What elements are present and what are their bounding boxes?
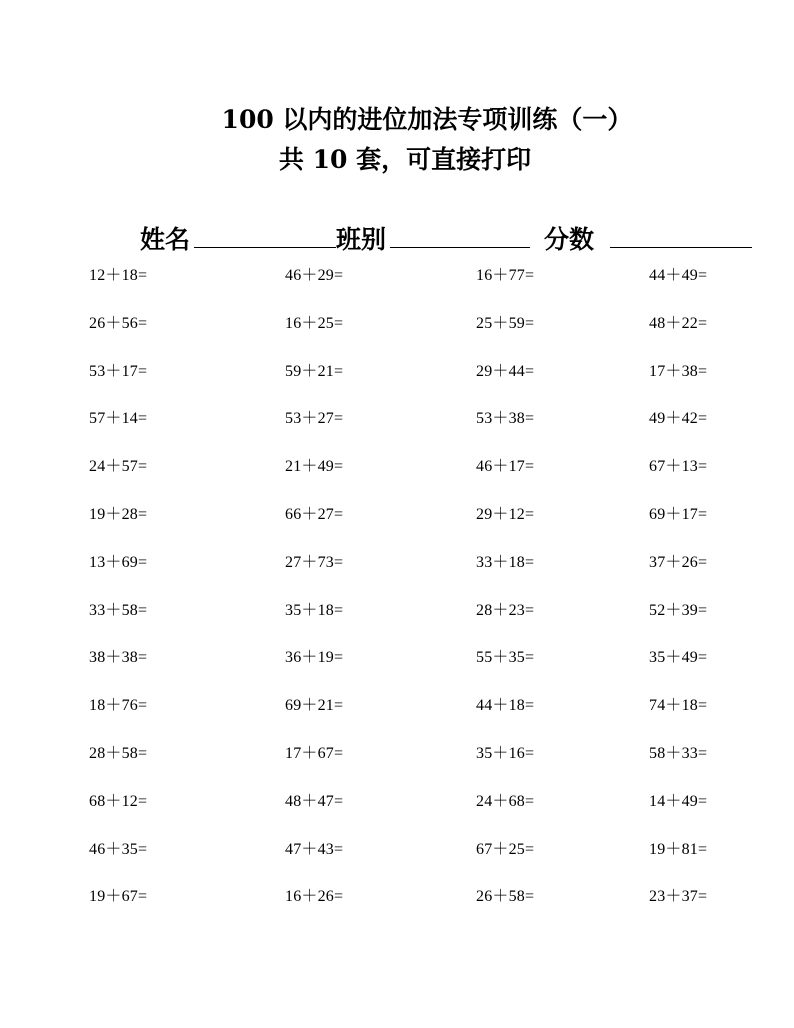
problem-item: 29＋12= [476,505,535,523]
problem-item: 44＋49= [649,267,708,284]
score-blank-line [610,247,752,248]
problem-item: 26＋56= [89,314,148,332]
problem-item: 26＋58= [476,888,535,906]
problem-item: 48＋22= [649,314,708,332]
problem-item: 16＋26= [285,888,344,906]
problem-item: 52＋39= [649,601,708,619]
problem-item: 67＋25= [476,840,535,858]
problem-item: 46＋17= [476,458,535,476]
problem-item: 16＋25= [285,314,344,332]
problem-item: 69＋21= [285,697,344,715]
page-subtitle: 共 10 套，可直接打印 [278,145,532,174]
problem-item: 35＋18= [285,601,344,619]
problem-row [0,501,794,549]
problem-item: 19＋67= [89,888,148,906]
page-title: 100 以内的进位加法专项训练（一） [221,105,633,134]
problem-item: 53＋27= [285,410,344,428]
problem-item: 74＋18= [649,697,708,715]
problem-item: 16＋77= [476,267,535,284]
class-blank-line [390,247,530,248]
problem-item: 68＋12= [89,792,148,810]
problem-item: 37＋26= [649,553,708,571]
problem-item: 18＋76= [89,697,148,715]
problem-row [0,262,794,310]
problem-item: 28＋58= [89,744,148,762]
problem-item: 38＋38= [89,649,148,667]
problem-item: 59＋21= [285,362,344,380]
problem-row [0,405,794,453]
score-label: 分数 [544,225,595,254]
problem-item: 19＋28= [89,505,148,523]
problem-item: 17＋38= [649,362,708,380]
problem-item: 27＋73= [285,553,344,571]
problem-item: 19＋81= [649,840,708,858]
problem-item: 24＋68= [476,792,535,810]
problem-item: 69＋17= [649,505,708,523]
class-label: 班别 [336,225,387,254]
problem-item: 23＋37= [649,888,708,906]
problem-row [0,549,794,597]
problem-item: 44＋18= [476,697,535,715]
problem-item: 53＋17= [89,362,148,380]
problem-row [0,740,794,788]
problem-row [0,692,794,740]
problem-item: 35＋16= [476,744,535,762]
problem-row [0,644,794,692]
problem-item: 55＋35= [476,649,535,667]
problem-row [0,453,794,501]
problem-item: 47＋43= [285,840,344,858]
name-blank-line [194,247,336,248]
problem-item: 28＋23= [476,601,535,619]
problem-item: 46＋29= [285,267,344,284]
problem-item: 33＋18= [476,553,535,571]
problem-item: 12＋18= [89,267,148,284]
problem-item: 33＋58= [89,601,148,619]
problem-item: 67＋13= [649,458,708,476]
problem-row [0,310,794,358]
problem-row [0,597,794,645]
problem-item: 14＋49= [649,792,708,810]
problem-row [0,883,794,931]
problem-row [0,788,794,836]
problem-item: 36＋19= [285,649,344,667]
problem-item: 24＋57= [89,458,148,476]
problem-item: 13＋69= [89,553,148,571]
name-label: 姓名 [140,225,191,254]
problem-item: 25＋59= [476,314,535,332]
problem-row [0,836,794,884]
problem-item: 66＋27= [285,505,344,523]
problem-item: 58＋33= [649,744,708,762]
student-info-row [140,220,760,254]
problem-item: 57＋14= [89,410,148,428]
problem-item: 53＋38= [476,410,535,428]
problem-item: 49＋42= [649,410,708,428]
problem-item: 48＋47= [285,792,344,810]
problem-grid [0,262,794,931]
problem-item: 21＋49= [285,458,344,476]
problem-item: 46＋35= [89,840,148,858]
problem-row [0,358,794,406]
problem-item: 29＋44= [476,362,535,380]
problem-item: 35＋49= [649,649,708,667]
problem-item: 17＋67= [285,744,344,762]
